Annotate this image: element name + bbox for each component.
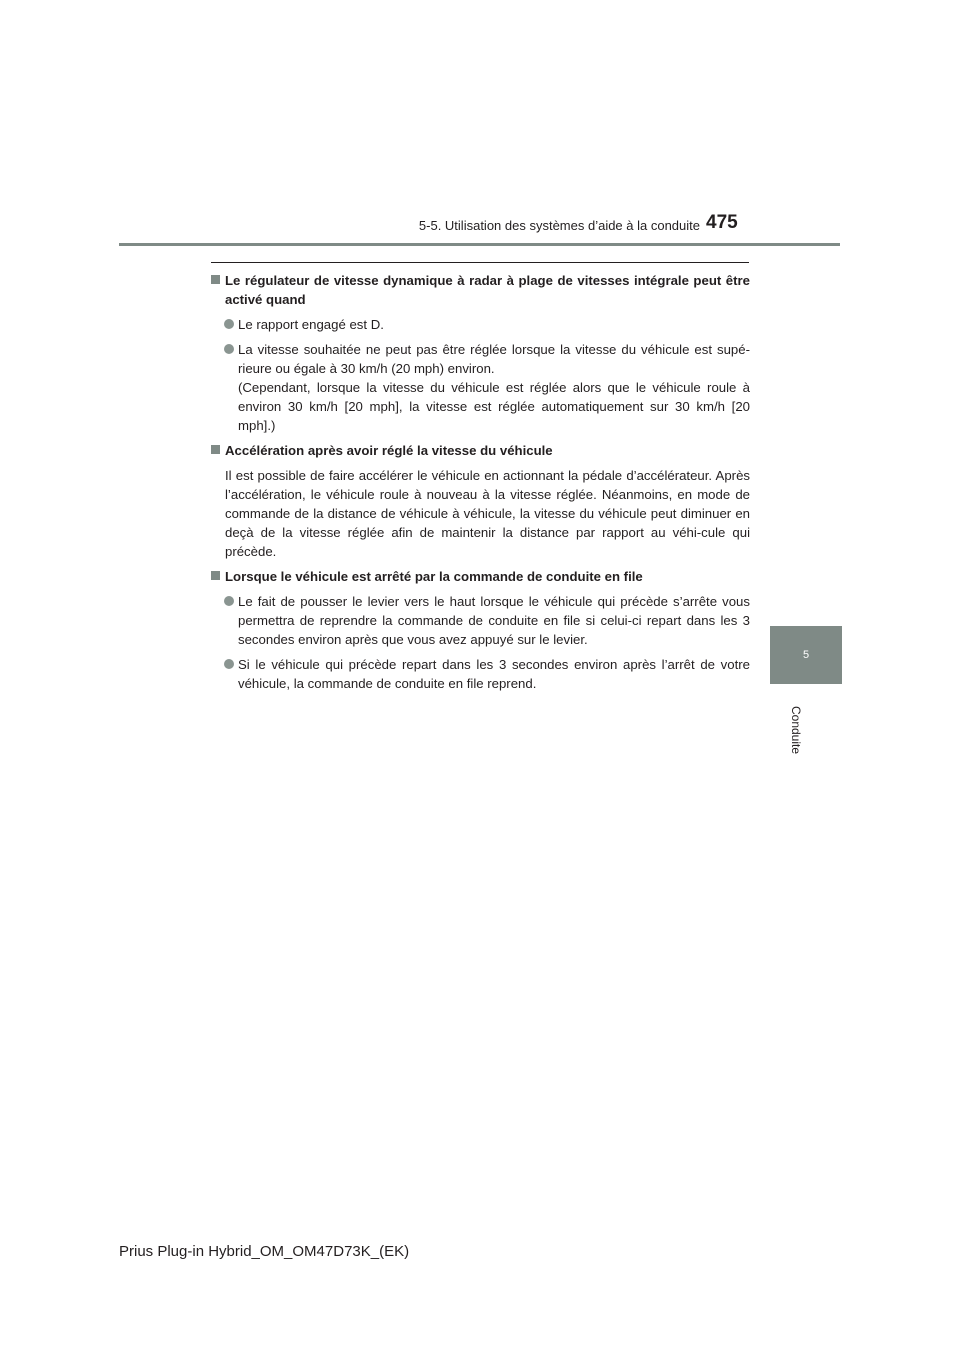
circle-bullet-icon (224, 344, 234, 354)
chapter-title-vertical (770, 690, 822, 770)
list-item (210, 340, 750, 435)
circle-bullet-icon (224, 659, 234, 669)
chapter-tab (770, 626, 842, 684)
section-follow-mode-stop (210, 567, 750, 693)
square-bullet-icon (211, 445, 220, 454)
page-number: 475 (706, 212, 738, 233)
list-item-note: (Cependant, lorsque la vitesse du véhicule est réglée alors que le véhicule roule à environ 30 km/h [20 mph], la vitesse est réglée automatiquement sur 30 km/h [20 mph].) (238, 380, 750, 433)
list-item-text: Si le véhicule qui précède repart dans les 3 secondes environ après l’arrêt de votre véhicule, la commande de conduite en file reprend. (238, 657, 750, 691)
list-item (210, 592, 750, 649)
square-bullet-icon (211, 275, 220, 284)
list-item-text: Le fait de pousser le levier vers le haut lorsque le véhicule qui précède s’arrête vous permettra de reprendre la commande de conduite en file si celui-ci repart dans les 3 secondes environ après que vous avez appuyé sur le levier. (238, 594, 750, 647)
section-heading (210, 271, 750, 309)
content-top-rule (211, 262, 749, 263)
square-bullet-icon (211, 571, 220, 580)
circle-bullet-icon (224, 319, 234, 329)
section-heading (210, 441, 750, 460)
list-item (210, 315, 750, 334)
header-rule (119, 243, 840, 246)
list-item (210, 655, 750, 693)
chapter-number: 5 (802, 649, 810, 661)
content (210, 271, 750, 699)
circle-bullet-icon (224, 596, 234, 606)
section-acceleration (210, 441, 750, 561)
section-heading (210, 567, 750, 586)
section-paragraph: Il est possible de faire accélérer le véhicule en actionnant la pédale d’accélérateur. Après l’accélération, le véhicule roule à nouveau à la vitesse réglée. Néanmoins, en mode de commande de la distance de véhicule à véhicule, la vitesse du véhicule peut diminuer en deçà de la vitesse réglée afin de maintenir la distance par rapport au véhi-cule qui précède. (225, 468, 750, 559)
section-heading-text: Lorsque le véhicule est arrêté par la commande de conduite en file (225, 569, 643, 584)
footer-document-id: Prius Plug-in Hybrid_OM_OM47D73K_(EK) (119, 1243, 410, 1260)
section-heading-text: Le régulateur de vitesse dynamique à radar à plage de vitesses intégrale peut être activé quand (225, 273, 750, 307)
header-section-title: 5-5. Utilisation des systèmes d’aide à la conduite (418, 218, 700, 233)
chapter-title: Conduite (788, 705, 803, 755)
list-item-text: Le rapport engagé est D. (238, 317, 384, 332)
section-heading-text: Accélération après avoir réglé la vitesse du véhicule (225, 443, 553, 458)
section-activation-conditions (210, 271, 750, 435)
list-item-text: La vitesse souhaitée ne peut pas être réglée lorsque la vitesse du véhicule est supé-rieure ou égale à 30 km/h (20 mph) environ. (238, 342, 750, 376)
